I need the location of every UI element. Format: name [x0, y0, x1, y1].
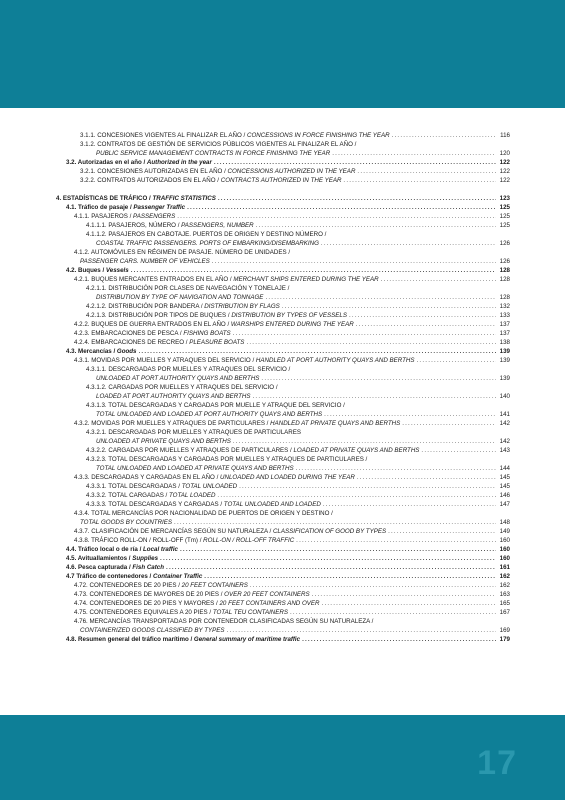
toc-page-number: 139: [499, 375, 510, 382]
toc-entry-english: DISTRIBUTION BY FLAGS: [204, 303, 280, 310]
toc-separator: /: [199, 537, 204, 544]
toc-entry: [74, 509, 510, 518]
toc-entry-english: ROLL-ON / ROLL-OFF TRAFFIC: [203, 537, 295, 544]
toc-page-number: 116: [500, 132, 510, 139]
toc-entry-spanish: 4.1. Tráfico de pasaje /: [66, 204, 134, 211]
toc-leader-dots: [227, 626, 496, 635]
toc-page-number: 140: [499, 393, 510, 400]
toc-leader-dots: [180, 545, 496, 554]
toc-page-number: 139: [499, 357, 510, 364]
toc-page-number: 122: [499, 177, 510, 184]
toc-page-number: 161: [499, 564, 510, 571]
toc-leader-dots: [160, 554, 496, 563]
toc-entry-title: [86, 455, 367, 464]
toc-entry-spanish: 4.3.8. TRÁFICO ROLL-ON / ROLL-OFF (Tm): [74, 537, 200, 544]
toc-entry: [80, 176, 510, 185]
toc-entry-english: PLEASURE BOATS: [189, 339, 245, 346]
toc-page-number: 137: [499, 330, 510, 337]
toc-entry-english: CONTAINERIZED GOODS CLASSIFIED BY TYPES: [80, 627, 225, 634]
toc-entry-english: PASSENGERS, NUMBER: [181, 222, 254, 229]
toc-entry: [86, 302, 510, 311]
toc-page-number: 169: [499, 627, 510, 634]
toc-entry-spanish: 4.2.1.1. DISTRIBUCIÓN POR CLASES DE NAVEGACIÓN Y TONELAJE /: [86, 285, 290, 292]
toc-entry-spanish: 3.1.2. CONTRATOS DE GESTIÓN DE SERVICIOS PÚBLICOS VIGENTES AL FINALIZAR EL AÑO /: [80, 141, 357, 148]
toc-entry-title: [74, 608, 288, 617]
toc-entry-title: [74, 509, 333, 518]
toc-entry: [80, 257, 510, 266]
toc-page-number: 162: [499, 582, 510, 589]
toc-entry-spanish: 4.76. MERCANCÍAS TRANSPORTADAS POR CONTENEDOR CLASIFICADAS SEGÚN SU NATURALEZA /: [74, 618, 374, 625]
toc-page-number: 122: [499, 159, 510, 166]
toc-entry-english: Fish Catch: [132, 564, 165, 571]
toc-page-number: 128: [499, 276, 510, 283]
toc-entry-english: TOTAL UNLOADED: [181, 483, 238, 490]
toc-entry: [66, 563, 510, 572]
toc-leader-dots: [217, 491, 496, 500]
toc-entry-english: PASSENGER CARS. NUMBER OF VEHICLES: [80, 258, 210, 265]
toc-entry-english: LOADED AT PORT AUTHORITY QUAYS AND BERTHS: [96, 393, 251, 400]
toc-entry-spanish: 4.2.4. EMBARCACIONES DE RECREO /: [74, 339, 190, 346]
toc-entry-english: MERCHANT SHIPS ENTERED DURING THE YEAR: [233, 276, 379, 283]
toc-entry: [74, 473, 510, 482]
toc-entry-title: [96, 149, 330, 158]
toc-entry-english: 20 FEET CONTAINERS AND OVER: [219, 600, 320, 607]
toc-leader-dots: [246, 338, 496, 347]
toc-entry-title: [86, 302, 280, 311]
toc-entry-spanish: 4.4. Tráfico local o de ría /: [66, 546, 144, 553]
toc-entry: [74, 329, 510, 338]
toc-page-number: 138: [499, 339, 510, 346]
toc-entry-title: [74, 320, 354, 329]
page-number: 17: [477, 744, 517, 782]
toc-page-number: 179: [499, 636, 510, 643]
toc-page-number: 128: [499, 294, 510, 301]
toc-entry: [86, 230, 510, 239]
toc-entry: [86, 482, 510, 491]
toc-entry: [74, 527, 510, 536]
toc-leader-dots: [402, 419, 496, 428]
toc-entry-english: TOTAL UNLOADED AND LOADED AT PRIVATE QUAYS AND BERTHS: [96, 465, 294, 472]
toc-entry: [86, 284, 510, 293]
toc-leader-dots: [131, 266, 496, 275]
toc-entry-spanish: 4.3.2.1. DESCARGADAS POR MUELLES Y ATRAQUES DE PARTICULARES: [86, 429, 302, 436]
toc-page-number: 126: [499, 240, 510, 247]
toc-entry-spanish: 4.3.2.3. TOTAL DESCARGADAS Y CARGADAS POR MUELLES Y ATRAQUES DE PARTICULARES /: [86, 456, 368, 463]
toc-entry-english: DISTRIBUTION BY TYPES OF VESSELS: [231, 312, 347, 319]
toc-leader-dots: [187, 203, 496, 212]
toc-entry: [96, 293, 510, 302]
toc-entry: [74, 599, 510, 608]
toc-page-number: 125: [499, 213, 510, 220]
toc-leader-dots: [296, 536, 496, 545]
toc-entry: [74, 581, 510, 590]
toc-entry: [96, 239, 510, 248]
toc-entry: [74, 212, 510, 221]
toc-leader-dots: [239, 482, 496, 491]
toc-entry-spanish: 4.3.3.2. TOTAL CARGADAS /: [86, 492, 169, 499]
toc-entry-english: TRAFFIC STATISTICS: [152, 195, 216, 202]
toc-entry-title: [80, 140, 356, 149]
toc-page-number: 163: [499, 591, 510, 598]
toc-entry-spanish: 4.1.1. PASAJEROS /: [74, 213, 134, 220]
toc-entry-spanish: 4.75. CONTENEDORES EQUIVALES A 20 PIES /: [74, 609, 213, 616]
toc-page-number: 160: [499, 546, 510, 553]
toc-leader-dots: [349, 311, 496, 320]
toc-entry: [86, 401, 510, 410]
toc-leader-dots: [302, 635, 496, 644]
toc-entry-spanish: 4.7 Tráfico de contenedores /: [66, 573, 153, 580]
toc-entry-title: [66, 347, 137, 356]
toc-leader-dots: [218, 194, 496, 203]
toc-entry-english: PUBLIC SERVICE MANAGEMENT CONTRACTS IN FORCE FINISHING THE YEAR: [96, 150, 331, 157]
toc-entry-title: [74, 212, 175, 221]
toc-entry-english: 20 FEET CONTAINERS: [181, 582, 248, 589]
toc-entry-title: [86, 500, 321, 509]
toc-entry-title: [86, 428, 301, 437]
toc-entry-spanish: 4.3.7. CLASIFICACIÓN DE MERCANCÍAS SEGÚN SU NATURALEZA /: [74, 528, 273, 535]
toc-page-number: 148: [499, 519, 510, 526]
toc-entry: [86, 491, 510, 500]
toc-entry-english: COASTAL TRAFFIC PASSENGERS. PORTS OF EMBARKING/DISEMBARKING: [96, 240, 319, 247]
toc-leader-dots: [250, 581, 496, 590]
toc-entry: [86, 383, 510, 392]
toc-leader-dots: [256, 221, 496, 230]
toc-leader-dots: [324, 410, 496, 419]
toc-leader-dots: [312, 590, 496, 599]
toc-entry-title: [66, 572, 202, 581]
toc-entry-title: [86, 401, 345, 410]
toc-entry-spanish: 4.5. Avituallamientos /: [66, 555, 133, 562]
toc-entry-spanish: 3.1.1. CONCESIONES VIGENTES AL FINALIZAR EL AÑO /: [80, 132, 247, 139]
toc-page-number: 141: [499, 411, 510, 418]
toc-page-number: 122: [499, 168, 510, 175]
toc-entry: [86, 500, 510, 509]
toc-entry-title: [66, 545, 178, 554]
toc-entry: [86, 221, 510, 230]
toc-leader-dots: [296, 464, 496, 473]
toc-page-number: 143: [499, 447, 510, 454]
toc-entry-spanish: 4.72. CONTENEDORES DE 20 PIES /: [74, 582, 182, 589]
toc-page-number: 137: [499, 321, 510, 328]
toc-entry-english: FISHING BOATS: [183, 330, 231, 337]
toc-page-number: 145: [499, 474, 510, 481]
toc-entry-spanish: 4. ESTADÍSTICAS DE TRÁFICO /: [56, 195, 153, 202]
toc-page-number: 146: [499, 492, 510, 499]
toc-page-number: 120: [499, 150, 510, 157]
toc-page-number: 125: [499, 222, 510, 229]
toc-leader-dots: [290, 608, 496, 617]
toc-entry: [86, 446, 510, 455]
header-band: [0, 0, 565, 108]
toc-entry-spanish: 4.2. Buques /: [66, 267, 106, 274]
toc-entry-title: [74, 527, 386, 536]
toc-entry-english: CLASSIFICATION OF GOOD BY TYPES: [272, 528, 387, 535]
toc-leader-dots: [214, 158, 496, 167]
toc-entry-title: [96, 437, 231, 446]
toc-entry-title: [74, 581, 248, 590]
toc-leader-dots: [356, 320, 496, 329]
toc-leader-dots: [139, 347, 497, 356]
toc-entry-spanish: 4.3.4. TOTAL MERCANCÍAS POR NACIONALIDAD DE PUERTOS DE ORIGEN Y DESTINO /: [74, 510, 333, 517]
toc-page-number: 126: [499, 258, 510, 265]
toc-entry-title: [96, 410, 322, 419]
toc-entry-english: Authorized in the year: [146, 159, 212, 166]
toc-page-number: 123: [499, 195, 510, 202]
toc-leader-dots: [421, 446, 496, 455]
toc-entry: [66, 635, 510, 644]
toc-entry-spanish: 4.1.1.2. PASAJEROS EN CABOTAJE. PUERTOS DE ORIGEN Y DESTINO NÚMERO /: [86, 231, 327, 238]
toc-entry-english: WARSHIPS ENTERED DURING THE YEAR: [230, 321, 354, 328]
toc-entry-english: PASSENGERS: [133, 213, 176, 220]
toc-leader-dots: [321, 239, 496, 248]
toc-entry-title: [74, 536, 294, 545]
toc-entry: [74, 419, 510, 428]
toc-page-number: 144: [499, 465, 510, 472]
toc-page-number: 167: [499, 609, 510, 616]
toc-entry-title: [80, 626, 225, 635]
toc-entry-spanish: 3.2. Autorizadas en el año /: [66, 159, 147, 166]
toc-entry-english: Supplies: [132, 555, 159, 562]
toc-entry-english: Passenger Traffic: [133, 204, 186, 211]
toc-entry-title: [86, 230, 326, 239]
toc-page-number: 125: [499, 204, 510, 211]
toc-entry-title: [80, 257, 210, 266]
toc-page-number: 145: [499, 483, 510, 490]
toc-entry-english: TOTAL LOADED: [169, 492, 216, 499]
toc-entry-title: [86, 383, 278, 392]
toc-entry: [66, 203, 510, 212]
toc-entry-title: [80, 131, 390, 140]
toc-page-number: 160: [499, 537, 510, 544]
toc-leader-dots: [343, 176, 496, 185]
toc-entry: [86, 365, 510, 374]
toc-entry-english: TOTAL UNLOADED AND LOADED AT PORT AUTHORITY QUAYS AND BERTHS: [96, 411, 323, 418]
toc-entry: [96, 374, 510, 383]
toc-leader-dots: [388, 527, 496, 536]
toc-entry: [66, 158, 510, 167]
toc-leader-dots: [357, 473, 496, 482]
toc-entry-english: CONCESSIONS AUTHORIZED IN THE YEAR: [227, 168, 356, 175]
toc-entry: [96, 149, 510, 158]
toc-leader-dots: [212, 257, 496, 266]
toc-entry: [96, 410, 510, 419]
toc-entry: [80, 140, 510, 149]
toc-entry-spanish: 4.3.1.3. TOTAL DESCARGADAS Y CARGADAS POR MUELLE Y ATRAQUE DEL SERVICIO /: [86, 402, 345, 409]
toc-leader-dots: [392, 131, 496, 140]
toc-entry-spanish: 4.3.3. DESCARGADAS Y CARGADAS EN EL AÑO /: [74, 474, 221, 481]
toc-entry-spanish: 4.3.3.1. TOTAL DESCARGADAS /: [86, 483, 182, 490]
toc-entry: [56, 194, 510, 203]
toc-leader-dots: [381, 275, 496, 284]
toc-entry-english: UNLOADED AT PORT AUTHORITY QUAYS AND BERTHS: [96, 375, 260, 382]
toc-entry-title: [96, 392, 250, 401]
toc-entry-title: [74, 617, 373, 626]
toc-entry-spanish: 4.3.1. MOVIDAS POR MUELLES Y ATRAQUES DEL SERVICIO /: [74, 357, 256, 364]
toc-entry-spanish: 4.3.2.2. CARGADAS POR MUELLES Y ATRAQUES DE PARTICULARES /: [86, 447, 294, 454]
toc-entry-title: [80, 518, 172, 527]
toc-entry: [80, 167, 510, 176]
toc-entry: [96, 464, 510, 473]
toc-entry-english: OVER 20 FEET CONTAINERS: [224, 591, 310, 598]
toc-entry: [66, 554, 510, 563]
toc-leader-dots: [204, 572, 496, 581]
toc-leader-dots: [323, 500, 496, 509]
toc-entry: [66, 266, 510, 275]
toc-entry-english: Goods: [116, 348, 137, 355]
toc-entry: [66, 545, 510, 554]
toc-entry-title: [74, 419, 400, 428]
toc-entry-spanish: 4.8. Resumen general del tráfico marítimo /: [66, 636, 194, 643]
toc-page-number: 142: [499, 420, 510, 427]
toc-entry-english: Vessels: [105, 267, 129, 274]
toc-entry: [80, 518, 510, 527]
toc-entry-english: LOADED AT PRIVATE QUAYS AND BERTHS: [293, 447, 420, 454]
toc-entry: [74, 320, 510, 329]
toc-entry-spanish: 4.2.2. BUQUES DE GUERRA ENTRADOS EN EL AÑO /: [74, 321, 231, 328]
toc-page-number: 139: [499, 348, 510, 355]
toc-entry: [74, 608, 510, 617]
toc-entry: [66, 572, 510, 581]
toc-page-number: 132: [499, 303, 510, 310]
toc-entry: [74, 536, 510, 545]
toc-entry-title: [56, 194, 216, 203]
toc-entry-title: [74, 275, 379, 284]
toc-leader-dots: [332, 149, 496, 158]
toc-entry-title: [80, 167, 355, 176]
toc-entry-english: HANDLED AT PRIVATE QUAYS AND BERTHS: [270, 420, 401, 427]
toc-entry-spanish: 4.3.3.3. TOTAL DESCARGADAS Y CARGADAS /: [86, 501, 224, 508]
toc-entry: [96, 392, 510, 401]
toc-page-number: 160: [499, 555, 510, 562]
toc-leader-dots: [174, 518, 496, 527]
toc-entry-spanish: 4.1.1.1. PASAJEROS, NÚMERO /: [86, 222, 182, 229]
toc-entry: [74, 275, 510, 284]
toc-entry-title: [86, 284, 289, 293]
toc-leader-dots: [417, 356, 496, 365]
toc-leader-dots: [322, 599, 496, 608]
toc-entry: [80, 626, 510, 635]
toc-entry-english: TOTAL TEU CONTAINERS: [212, 609, 288, 616]
toc-leader-dots: [265, 293, 496, 302]
toc-entry-title: [86, 491, 215, 500]
toc-leader-dots: [252, 392, 496, 401]
toc-entry-title: [66, 563, 164, 572]
toc-entry-spanish: 3.2.1. CONCESIONES AUTORIZADAS EN EL AÑO /: [80, 168, 228, 175]
toc-leader-dots: [177, 212, 496, 221]
toc-entry-spanish: 4.6. Pesca capturada /: [66, 564, 133, 571]
toc-entry-spanish: 4.74. CONTENEDORES DE 20 PIES Y MAYORES /: [74, 600, 220, 607]
toc-entry: [74, 356, 510, 365]
toc-entry-english: General summary of maritime traffic: [193, 636, 301, 643]
toc-entry-title: [86, 311, 347, 320]
toc-entry-title: [96, 374, 259, 383]
toc-leader-dots: [166, 563, 496, 572]
toc-entry-spanish: 4.3.1.2. CARGADAS POR MUELLES Y ATRAQUES DEL SERVICIO /: [86, 384, 278, 391]
toc-entry-spanish: 4.2.1.3. DISTRIBUCIÓN POR TIPOS DE BUQUES /: [86, 312, 232, 319]
toc-leader-dots: [261, 374, 496, 383]
toc-entry: [74, 617, 510, 626]
toc-entry: [96, 437, 510, 446]
toc-entry-english: DISTRIBUTION BY TYPE OF NAVIGATION AND TONNAGE: [96, 294, 264, 301]
toc-entry-spanish: 4.1.2. AUTOMÓVILES EN RÉGIMEN DE PASAJE. NÚMERO DE UNIDADES /: [74, 249, 291, 256]
toc-entry-title: [74, 473, 355, 482]
toc-entry-english: UNLOADED AND LOADED DURING THE YEAR: [220, 474, 355, 481]
toc-entry-title: [86, 221, 254, 230]
toc-leader-dots: [357, 167, 496, 176]
toc-entry-english: Local traffic: [143, 546, 178, 553]
toc-entry-english: TOTAL UNLOADED AND LOADED: [223, 501, 321, 508]
toc-page-number: 149: [499, 528, 510, 535]
toc-entry-title: [74, 338, 244, 347]
toc-page-number: 147: [499, 501, 510, 508]
toc-entry-title: [74, 590, 310, 599]
toc-entry-spanish: 4.3. Mercancías /: [66, 348, 117, 355]
toc-leader-dots: [282, 302, 496, 311]
toc-page-number: 142: [499, 438, 510, 445]
toc-entry-title: [66, 158, 212, 167]
toc-entry-title: [96, 239, 319, 248]
toc-entry-title: [74, 356, 415, 365]
toc-entry-english: HANDLED AT PORT AUTHORITY QUAYS AND BERTHS: [255, 357, 415, 364]
toc-entry: [66, 347, 510, 356]
toc-page-number: 128: [499, 267, 510, 274]
toc-entry-title: [74, 329, 231, 338]
toc-entry-title: [66, 554, 158, 563]
toc-entry: [86, 455, 510, 464]
toc-entry-title: [96, 464, 294, 473]
toc-entry-title: [74, 599, 320, 608]
toc-entry-title: [66, 635, 300, 644]
toc-entry-title: [66, 203, 185, 212]
toc-page-number: 165: [499, 600, 510, 607]
toc-entry-spanish: 4.3.1.1. DESCARGADAS POR MUELLES Y ATRAQUES DEL SERVICIO /: [86, 366, 291, 373]
toc-entry-english: UNLOADED AT PRIVATE QUAYS AND BERTHS: [96, 438, 231, 445]
toc-entry-title: [86, 365, 290, 374]
toc-entry: [86, 428, 510, 437]
toc-entry-spanish: 3.2.2. CONTRATOS AUTORIZADOS EN EL AÑO /: [80, 177, 221, 184]
toc-entry-spanish: 4.2.1.2. DISTRIBUCIÓN POR BANDERA /: [86, 303, 205, 310]
toc-entry-spanish: 4.2.3. EMBARCACIONES DE PESCA /: [74, 330, 184, 337]
toc-entry: [74, 338, 510, 347]
toc-page-number: 133: [499, 312, 510, 319]
toc-entry-english: TOTAL GOODS BY COUNTRIES: [80, 519, 173, 526]
toc-entry: [74, 248, 510, 257]
toc-entry-spanish: 4.3.2. MOVIDAS POR MUELLES Y ATRAQUES DE PARTICULARES /: [74, 420, 271, 427]
toc-entry-title: [66, 266, 129, 275]
toc-entry-spanish: 4.73. CONTENEDORES DE MAYORES DE 20 PIES /: [74, 591, 225, 598]
toc-entry-english: CONTRACTS AUTHORIZED IN THE YEAR: [220, 177, 342, 184]
toc-entry-title: [86, 446, 419, 455]
toc-page-number: 162: [499, 573, 510, 580]
toc-entry: [80, 131, 510, 140]
toc-entry-english: CONCESSIONS IN FORCE FINISHING THE YEAR: [247, 132, 390, 139]
toc-entry: [74, 590, 510, 599]
toc-entry-english: Container Traffic: [153, 573, 203, 580]
toc-entry-title: [86, 482, 237, 491]
toc-entry: [86, 311, 510, 320]
toc-entry-title: [80, 176, 341, 185]
toc-entry-title: [74, 248, 290, 257]
toc-leader-dots: [233, 437, 496, 446]
toc-entry-spanish: 4.2.1. BUQUES MERCANTES ENTRADOS EN EL AÑO /: [74, 276, 234, 283]
toc-leader-dots: [233, 329, 496, 338]
toc-entry-title: [96, 293, 263, 302]
